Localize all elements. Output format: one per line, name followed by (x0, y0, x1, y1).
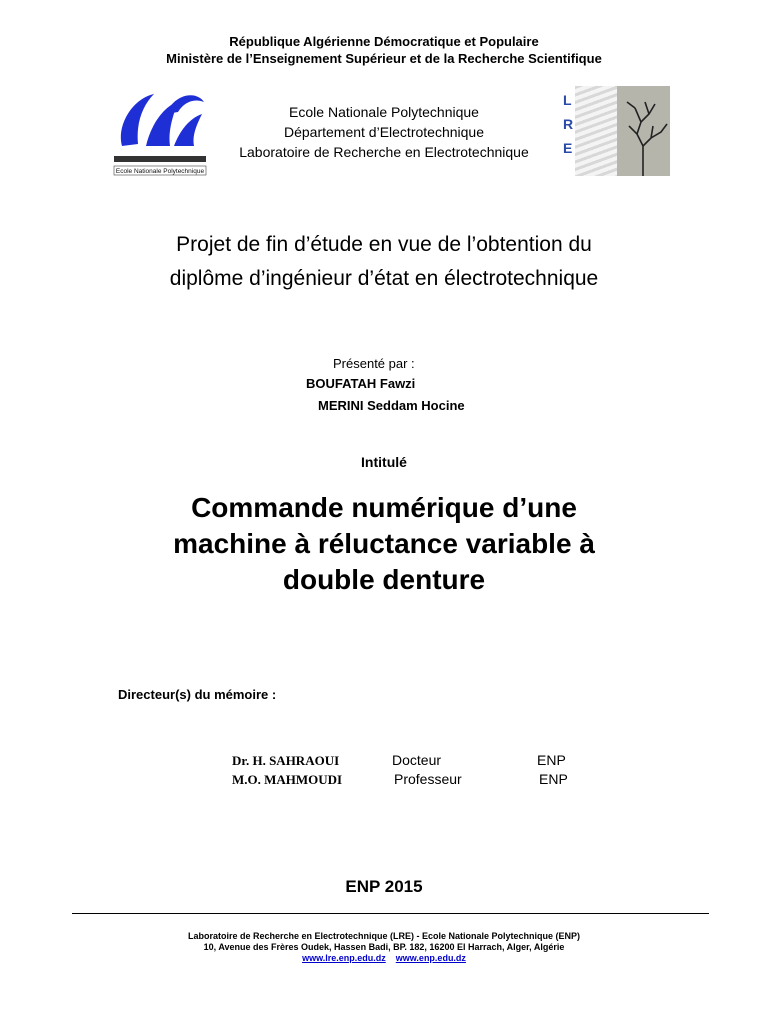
footer (0, 931, 768, 964)
supervisor-2-title: Professeur (394, 771, 462, 787)
author-1: BOUFATAH Fawzi (306, 376, 416, 391)
supervisors-label: Directeur(s) du mémoire : (118, 687, 277, 702)
republic-header: République Algérienne Démocratique et Populaire (229, 34, 539, 49)
gear-graphic (575, 86, 617, 176)
footer-line-1: Laboratoire de Recherche en Electrotechnique (LRE) - Ecole Nationale Polytechnique (ENP) (187, 931, 581, 941)
title-line-2: machine à réluctance variable à (173, 528, 595, 559)
author-2: MERINI Seddam Hocine (318, 398, 465, 413)
enp-logo-caption: Ecole Nationale Polytechnique (115, 168, 205, 175)
thesis-title (0, 490, 768, 598)
supervisor-1-name: Dr. H. SAHRAOUI (232, 753, 340, 768)
supervisor-1-institution: ENP (537, 752, 566, 768)
lre-website-link[interactable]: www.lre.enp.edu.dz (302, 953, 386, 963)
school-name: Ecole Nationale Polytechnique (289, 104, 479, 120)
laboratory-name: Laboratoire de Recherche en Electrotechnique (239, 144, 529, 160)
project-statement (0, 228, 768, 296)
title-line-1: Commande numérique d’une (191, 492, 577, 523)
lre-letters: L R E (563, 92, 574, 156)
project-line-1: Projet de fin d’étude en vue de l’obtention du (176, 233, 592, 256)
project-line-2: diplôme d’ingénieur d’état en électrotechnique (169, 267, 599, 290)
supervisor-1-title: Docteur (392, 752, 442, 768)
supervisor-2-name: M.O. MAHMOUDI (232, 772, 343, 787)
lre-logo (557, 86, 670, 176)
electrical-tree-icon (617, 86, 670, 176)
department-name: Département d’Electrotechnique (283, 124, 484, 140)
enp-website-link[interactable]: www.enp.edu.dz (395, 953, 466, 963)
presented-by-label: Présenté par : (333, 356, 415, 371)
title-line-3: double denture (282, 564, 486, 595)
ministry-header: Ministère de l’Enseignement Supérieur et de la Recherche Scientifique (166, 51, 602, 66)
footer-links (0, 953, 768, 964)
footer-divider (72, 913, 709, 914)
enp-year: ENP 2015 (345, 877, 423, 896)
intitule-label: Intitulé (361, 454, 407, 470)
supervisor-2-institution: ENP (539, 771, 568, 787)
electrical-tree-photo (617, 86, 670, 176)
footer-line-2: 10, Avenue des Frères Oudek, Hassen Badi, BP. 182, 16200 El Harrach, Alger, Algérie (203, 942, 565, 952)
